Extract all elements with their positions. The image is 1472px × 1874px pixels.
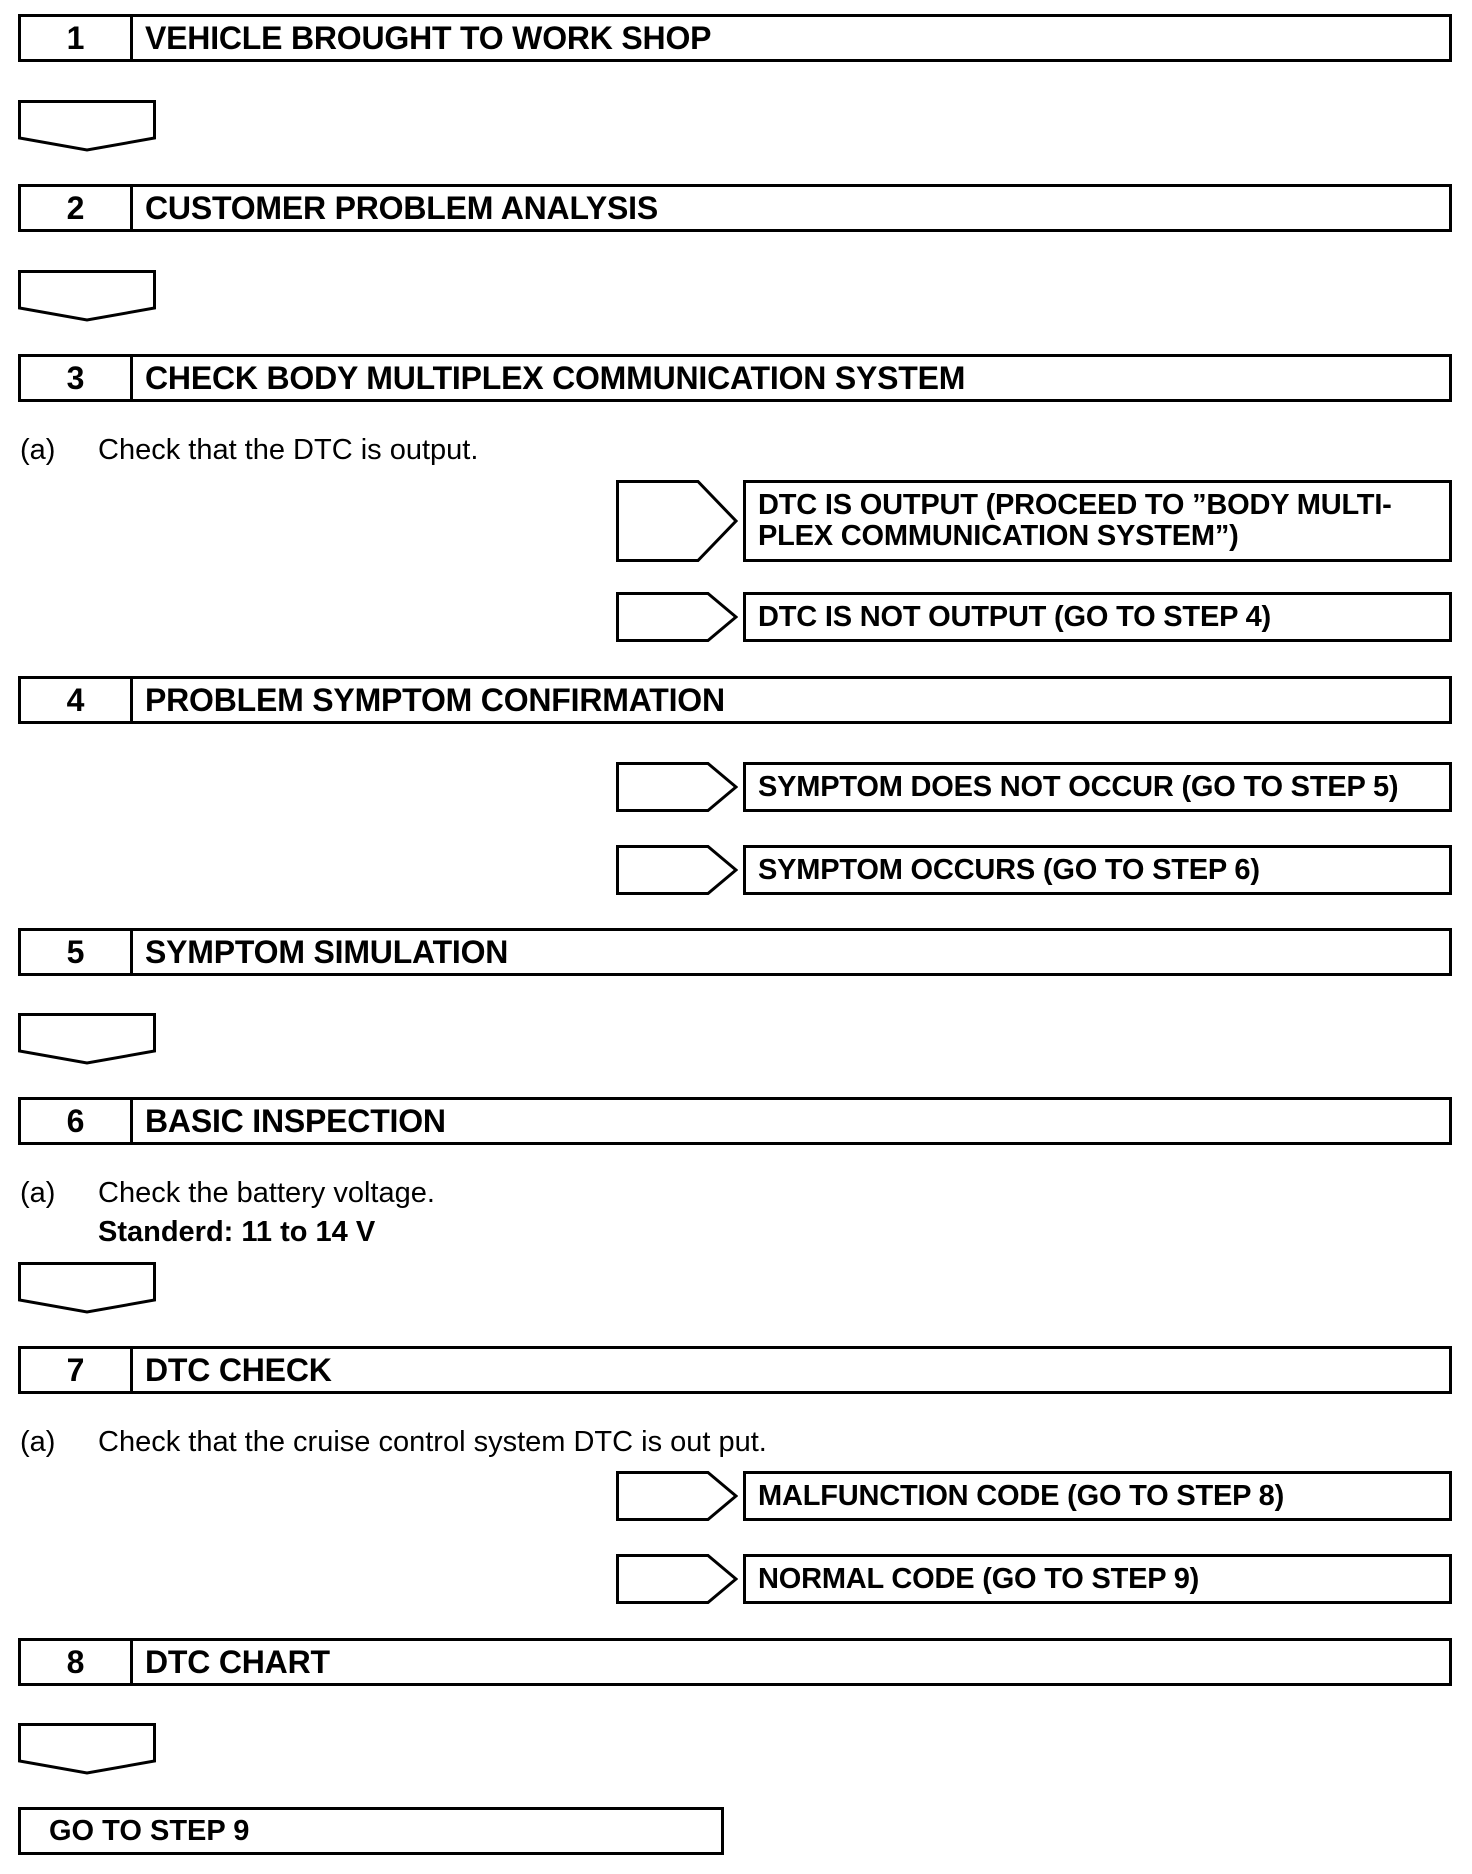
right-arrow-icon xyxy=(616,480,738,562)
down-arrow-icon xyxy=(18,1262,156,1314)
step-title: DTC CHART xyxy=(145,1643,330,1680)
right-arrow-icon xyxy=(616,762,738,812)
substep-label: (a) xyxy=(20,1426,56,1458)
step-title: DTC CHECK xyxy=(145,1351,332,1388)
step-6-box xyxy=(18,1097,1452,1145)
substep-text: Check that the cruise control system DTC is out put. xyxy=(98,1426,767,1458)
result-dtc-not-output: DTC IS NOT OUTPUT (GO TO STEP 4) xyxy=(743,592,1452,642)
step-number: 2 xyxy=(21,187,133,229)
result-malfunction-code: MALFUNCTION CODE (GO TO STEP 8) xyxy=(743,1471,1452,1521)
step-2-box xyxy=(18,184,1452,232)
step-7-substep xyxy=(20,1426,767,1459)
step-4-box xyxy=(18,676,1452,724)
right-arrow-icon xyxy=(616,592,738,642)
result-line: DTC IS OUTPUT (PROCEED TO ”BODY MULTI- xyxy=(758,489,1392,521)
step-number: 4 xyxy=(21,679,133,721)
step-3-box xyxy=(18,354,1452,402)
right-arrow-icon xyxy=(616,1471,738,1521)
step-number: 6 xyxy=(21,1100,133,1142)
substep-text: Check the battery voltage. xyxy=(98,1177,435,1209)
step-number: 5 xyxy=(21,931,133,973)
step-8-box xyxy=(18,1638,1452,1686)
step-number: 8 xyxy=(21,1641,133,1683)
step-title: SYMPTOM SIMULATION xyxy=(145,933,509,970)
substep-label: (a) xyxy=(20,434,56,466)
down-arrow-icon xyxy=(18,1723,156,1775)
step-6-substep xyxy=(20,1177,435,1210)
result-dtc-output xyxy=(743,480,1452,562)
step-title: BASIC INSPECTION xyxy=(145,1102,446,1139)
step-title: CHECK BODY MULTIPLEX COMMUNICATION SYSTEM xyxy=(145,359,966,396)
step-1-box xyxy=(18,14,1452,62)
step-title: VEHICLE BROUGHT TO WORK SHOP xyxy=(145,19,712,56)
right-arrow-icon xyxy=(616,1554,738,1604)
down-arrow-icon xyxy=(18,270,156,322)
step-7-box xyxy=(18,1346,1452,1394)
step-number: 7 xyxy=(21,1349,133,1391)
step-3-substep xyxy=(20,434,478,467)
down-arrow-icon xyxy=(18,100,156,152)
substep-label: (a) xyxy=(20,1177,56,1209)
result-normal-code: NORMAL CODE (GO TO STEP 9) xyxy=(743,1554,1452,1604)
result-symptom-does-not-occur: SYMPTOM DOES NOT OCCUR (GO TO STEP 5) xyxy=(743,762,1452,812)
down-arrow-icon xyxy=(18,1013,156,1065)
step-title: CUSTOMER PROBLEM ANALYSIS xyxy=(145,189,658,226)
result-symptom-occurs: SYMPTOM OCCURS (GO TO STEP 6) xyxy=(743,845,1452,895)
step-number: 3 xyxy=(21,357,133,399)
step-5-box xyxy=(18,928,1452,976)
step-title: PROBLEM SYMPTOM CONFIRMATION xyxy=(145,681,725,718)
right-arrow-icon xyxy=(616,845,738,895)
step-number: 1 xyxy=(21,17,133,59)
standard-value: Standerd: 11 to 14 V xyxy=(98,1216,376,1248)
result-line: PLEX COMMUNICATION SYSTEM”) xyxy=(758,520,1239,552)
final-step-box: GO TO STEP 9 xyxy=(18,1807,724,1855)
substep-text: Check that the DTC is output. xyxy=(98,434,479,466)
